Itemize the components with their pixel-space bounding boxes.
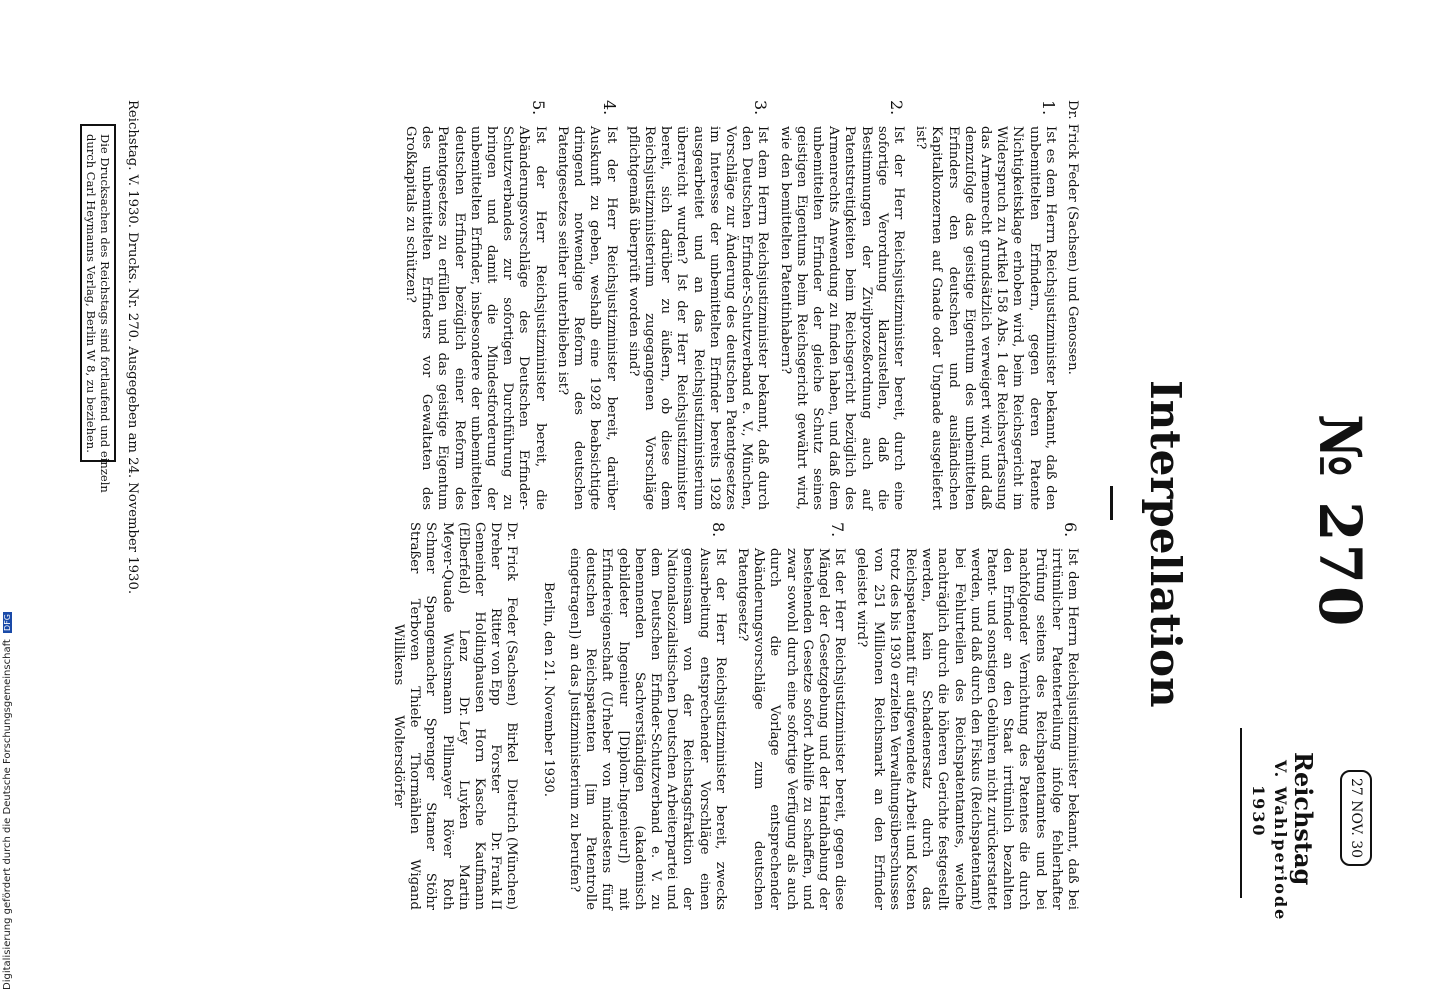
right-column [390,522,1080,910]
question-number: 6. [1061,522,1080,538]
signatory: Lenz [455,629,471,662]
signatory: Schmer [423,522,439,574]
question-text: Ist der Herr Reichsjustizminister bereit, die Abänderungsvorschläge des Deutschen Erfinder-Schutzverbandes zur sofortigen Durchführung zu bringen und damit die Mindestforderung der unbemittelten Erfinder, insbesondere der unbemittelten deutschen Erfinder bezüglich einer Reform des Patentgesetzes zu erfüllen und das geistige Eigentum des unbemittelten Erfinders vor Gewaltaten des Großkapitals zu schützen? [403,126,548,510]
signatory: Kaufmann [472,841,488,910]
signature-row [487,522,503,910]
signature-row [503,522,519,910]
signatory: Woltersdörfer [391,715,407,808]
signature-row [455,522,471,910]
year-label: 1930 [1249,785,1268,838]
question-text: Ist dem Herrn Reichsjustizminister bekannt, daß bei irrtümlicher Patenterteilung infolge fehlerhafter Prüfung seitens des Reichspatentamtes und bei nachfolgender Vernichtung des Patentes die durch den Erfinder an den Staat irrtümlich bezahlten Patent- und sonstigen Gebühren nicht zurückerstattet werden, und daß durch den Fiskus (Reichspatentamt) bei Fehlurteilen des Reichspatentamtes, welche nachträglich durch die höheren Gerichte festgestellt werden, kein Schadenersatz durch das Reichspatentamt für aufgewendete Arbeit und Kosten trotz des bis 1930 erzielten Verwaltungsüberschusses von 251 Millionen Reichsmark an den Erfinder geleistet wird? [854,548,1080,910]
document-title: Interpellation [1141,380,1190,708]
date-stamp [1340,770,1372,866]
signatory: Röver [439,818,455,858]
question-number: 8. [708,522,728,538]
signatory: Feder (Sachsen) [504,596,520,707]
period-header [1271,760,1290,921]
question-7 [734,522,847,910]
title-divider [1110,486,1113,520]
footer-line: Reichstag. V. 1930. Drucks. Nr. 270. Ausgegeben am 24. November 1930. [125,100,140,595]
signatory: Wigand [407,859,423,910]
signatory: Dr. Frank II [488,831,504,910]
question-text: Ist es dem Herrn Reichsjustizminister bekannt, daß den unbemittelten Erfindern, gegen deren Patente Nichtigkeitsklage erhoben wird, beim Reichsgericht im Widerspruch zu Artikel 158 Abs. 1 der Reichsverfassung das Armenrecht grundsätzlich verweigert wird, und daß demzufolge das geistige Eigentum des unbemittelten Erfinders den deutschen und ausländischen Kapitalkonzernen auf Gnade oder Ungnade ausgeliefert ist? [913,126,1058,510]
signature-row [390,522,406,910]
note-line-1: Die Drucksachen des Reichstags sind fortlaufend und einzeln [98,134,112,493]
signature-row [422,522,438,910]
parliament-name: Reichstag [1289,752,1318,886]
signatory: Willikens [391,624,407,686]
question-5 [402,100,548,510]
signatory: Gemeinder [472,522,488,596]
distribution-note [80,124,116,493]
signatory: Kasche [472,777,488,827]
signatory: Stamer [423,802,439,852]
signatory: Forster [488,744,504,794]
signatory: Meyer-Quade [439,522,455,613]
signatory: Birkel [504,722,520,763]
question-2 [776,100,906,510]
signatory: Ritter von Epp [488,607,504,706]
authors-line: Dr. Frick Feder (Sachsen) und Genossen. [1065,100,1080,375]
question-6 [853,522,1080,910]
document-number: № 270 [1306,414,1374,629]
signatory: Pillmayer [439,734,455,799]
signatory: Stöhr [423,872,439,910]
signature-block [390,522,520,910]
signatory: Straßer [407,522,423,574]
left-column [396,100,1080,510]
signatory: Terboven [407,598,423,661]
signatory: Dr. Ley [455,696,471,745]
signature-row [438,522,454,910]
question-number: 3. [751,100,771,116]
signatory: Spangemacher [423,595,439,696]
question-4 [554,100,619,510]
question-number: 2. [886,100,906,116]
question-number: 4. [599,100,619,116]
signature-row [471,522,487,910]
question-text: Ist dem Herrn Reichsjustizminister bekannt, daß durch den Deutschen Erfinder-Schutzverband e. V., München, Vorschläge zur Änderung des deutschen Patentgesetzes im Interesse der unbemittelten Erfinder bereits 1928 ausgearbeitet und an das Reichsjustizministerium überreicht wurden? Ist der Herr Reichsjustizminister bereit, sich darüber zu äußern, ob diese dem Reichsjustizministerium zugegangenen Vorschläge pflichtgemäß überprüft worden sind? [625,126,771,510]
question-number: 7. [828,522,848,538]
digitization-credit [2,612,13,990]
question-text: Ist der Herr Reichsjustizminister bereit, zwecks Ausarbeitung entsprechender Vorschläge einen gemeinsam von der Reichstagsfraktion der Nationalsozialistischen Deutschen Arbeiterpartei und dem Deutschen Erfinder-Schutzverband e. V. zu benennenden Sachverständigen (akademisch gebildeter Ingenieur [Diplom-Ingenieur]) mit Erfindereigenschaft (Urheber von mindestens fünf deutschen Reichspatenten [im Patentrolle eingetragen]) an das Justizministerium zu berufen? [566,548,728,910]
signatory: (Elberfeld) [455,522,471,595]
signatory: Roth [439,878,455,910]
question-8 [566,522,728,910]
note-line-2: durch Carl Heymanns Verlag, Berlin W 8, zu beziehen. [84,134,98,453]
signatory: Horn [472,728,488,763]
question-text: Ist der Herr Reichsjustizminister bereit, gegen diese Mängel der Gesetzgebung und der Handhabung der bestehenden Gesetze sofort Abhilfe zu schaffen, und zwar sowohl durch eine sofortige Verfügung als auch durch die Vorlage entsprechender Abänderungsvorschläge zum deutschen Patentgesetz? [734,548,848,910]
parliament-header [1289,752,1318,885]
place-date: Berlin, den 21. November 1930. [540,582,556,797]
signatory: Dietrich (München) [504,778,520,910]
question-text: Ist der Herr Reichsjustizminister bereit, durch eine sofortige Verordnung klarzustellen, daß die Bestimmungen der Zivilprozeßordnung auch auf Patentstreitigkeiten beim Reichsgericht bezüglich des Armenrechts Anwendung zu finden haben, und daß dem unbemittelten Erfinder der gleiche Schutz seines geistigen Eigentums beim Reichsgericht gewährt wird, wie den bemittelten Patentinhabern? [777,126,906,510]
period-label: V. Wahlperiode [1271,760,1290,922]
signatory: Thormählen [407,752,423,834]
stamp-text: 27 NOV. 30 [1348,777,1364,859]
signatory: Holdinghausen [472,611,488,713]
signature-row [406,522,422,910]
question-text: Ist der Herr Reichsjustizminister bereit, darüber Auskunft zu geben, weshalb eine 1928 beabsichtigte dringend notwendige Reform des deutschen Patentgesetzes seither unterblieben ist? [554,126,619,510]
question-number: 1. [1038,100,1058,116]
question-3 [625,100,771,510]
signatory: Wuchsmann [439,633,455,715]
question-number: 5. [528,100,548,116]
signatory: Martin [455,864,471,910]
signatory: Sprenger [423,717,439,781]
signatory: Dreher [488,522,504,570]
dfg-logo: DFG [3,614,12,631]
year-header [1249,785,1268,838]
signatory: Dr. Frick [504,522,520,581]
question-1 [912,100,1058,510]
credit-text: Digitalisierung gefördert durch die Deutsche Forschungsgemeinschaft [2,639,13,990]
signatory: Thiele [407,686,423,728]
header-rule [1240,728,1242,898]
signatory: Luyken [455,779,471,829]
